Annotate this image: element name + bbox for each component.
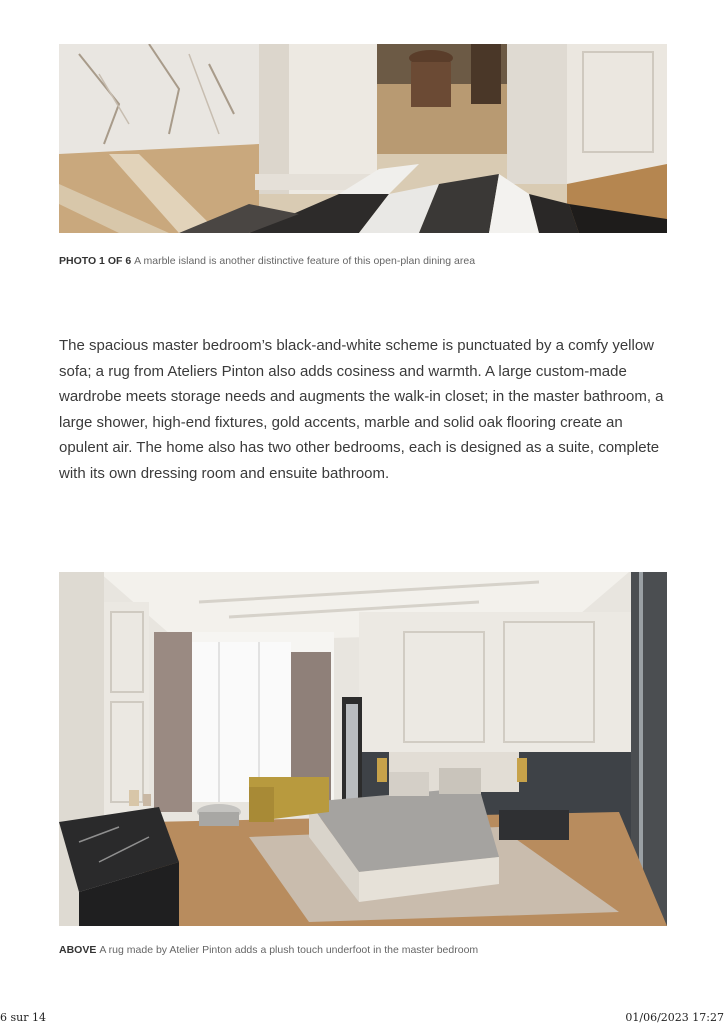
article-paragraph: The spacious master bedroom’s black-and-white scheme is punctuated by a comfy yellow sofa; a rug from Ateliers Pinton also adds cosiness and warmth. A large custom-made wardrobe meets storage needs and augments the walk-in closet; in the master bathroom, a large shower, high-end fixtures, gold accents, marble and solid oak flooring create an opulent air. The home also has two other bedrooms, each is designed as a suite, complete with its own dressing room and ensuite bathroom. — [59, 337, 664, 482]
dining-area-photo — [59, 44, 667, 233]
photo-counter-label: PHOTO 1 OF 6 — [59, 255, 132, 267]
photo-caption-label: ABOVE — [59, 944, 97, 956]
master-bedroom-photo — [59, 572, 667, 926]
page-number: 6 sur 14 — [0, 1011, 46, 1024]
photo-caption — [59, 254, 679, 268]
photo-caption-text: A marble island is another distinctive feature of this open-plan dining area — [134, 255, 476, 267]
print-datetime: 01/06/2023 17:27 — [625, 1011, 724, 1024]
photo-caption — [59, 943, 679, 957]
photo-caption-text: A rug made by Atelier Pinton adds a plush touch underfoot in the master bedroom — [99, 944, 479, 956]
